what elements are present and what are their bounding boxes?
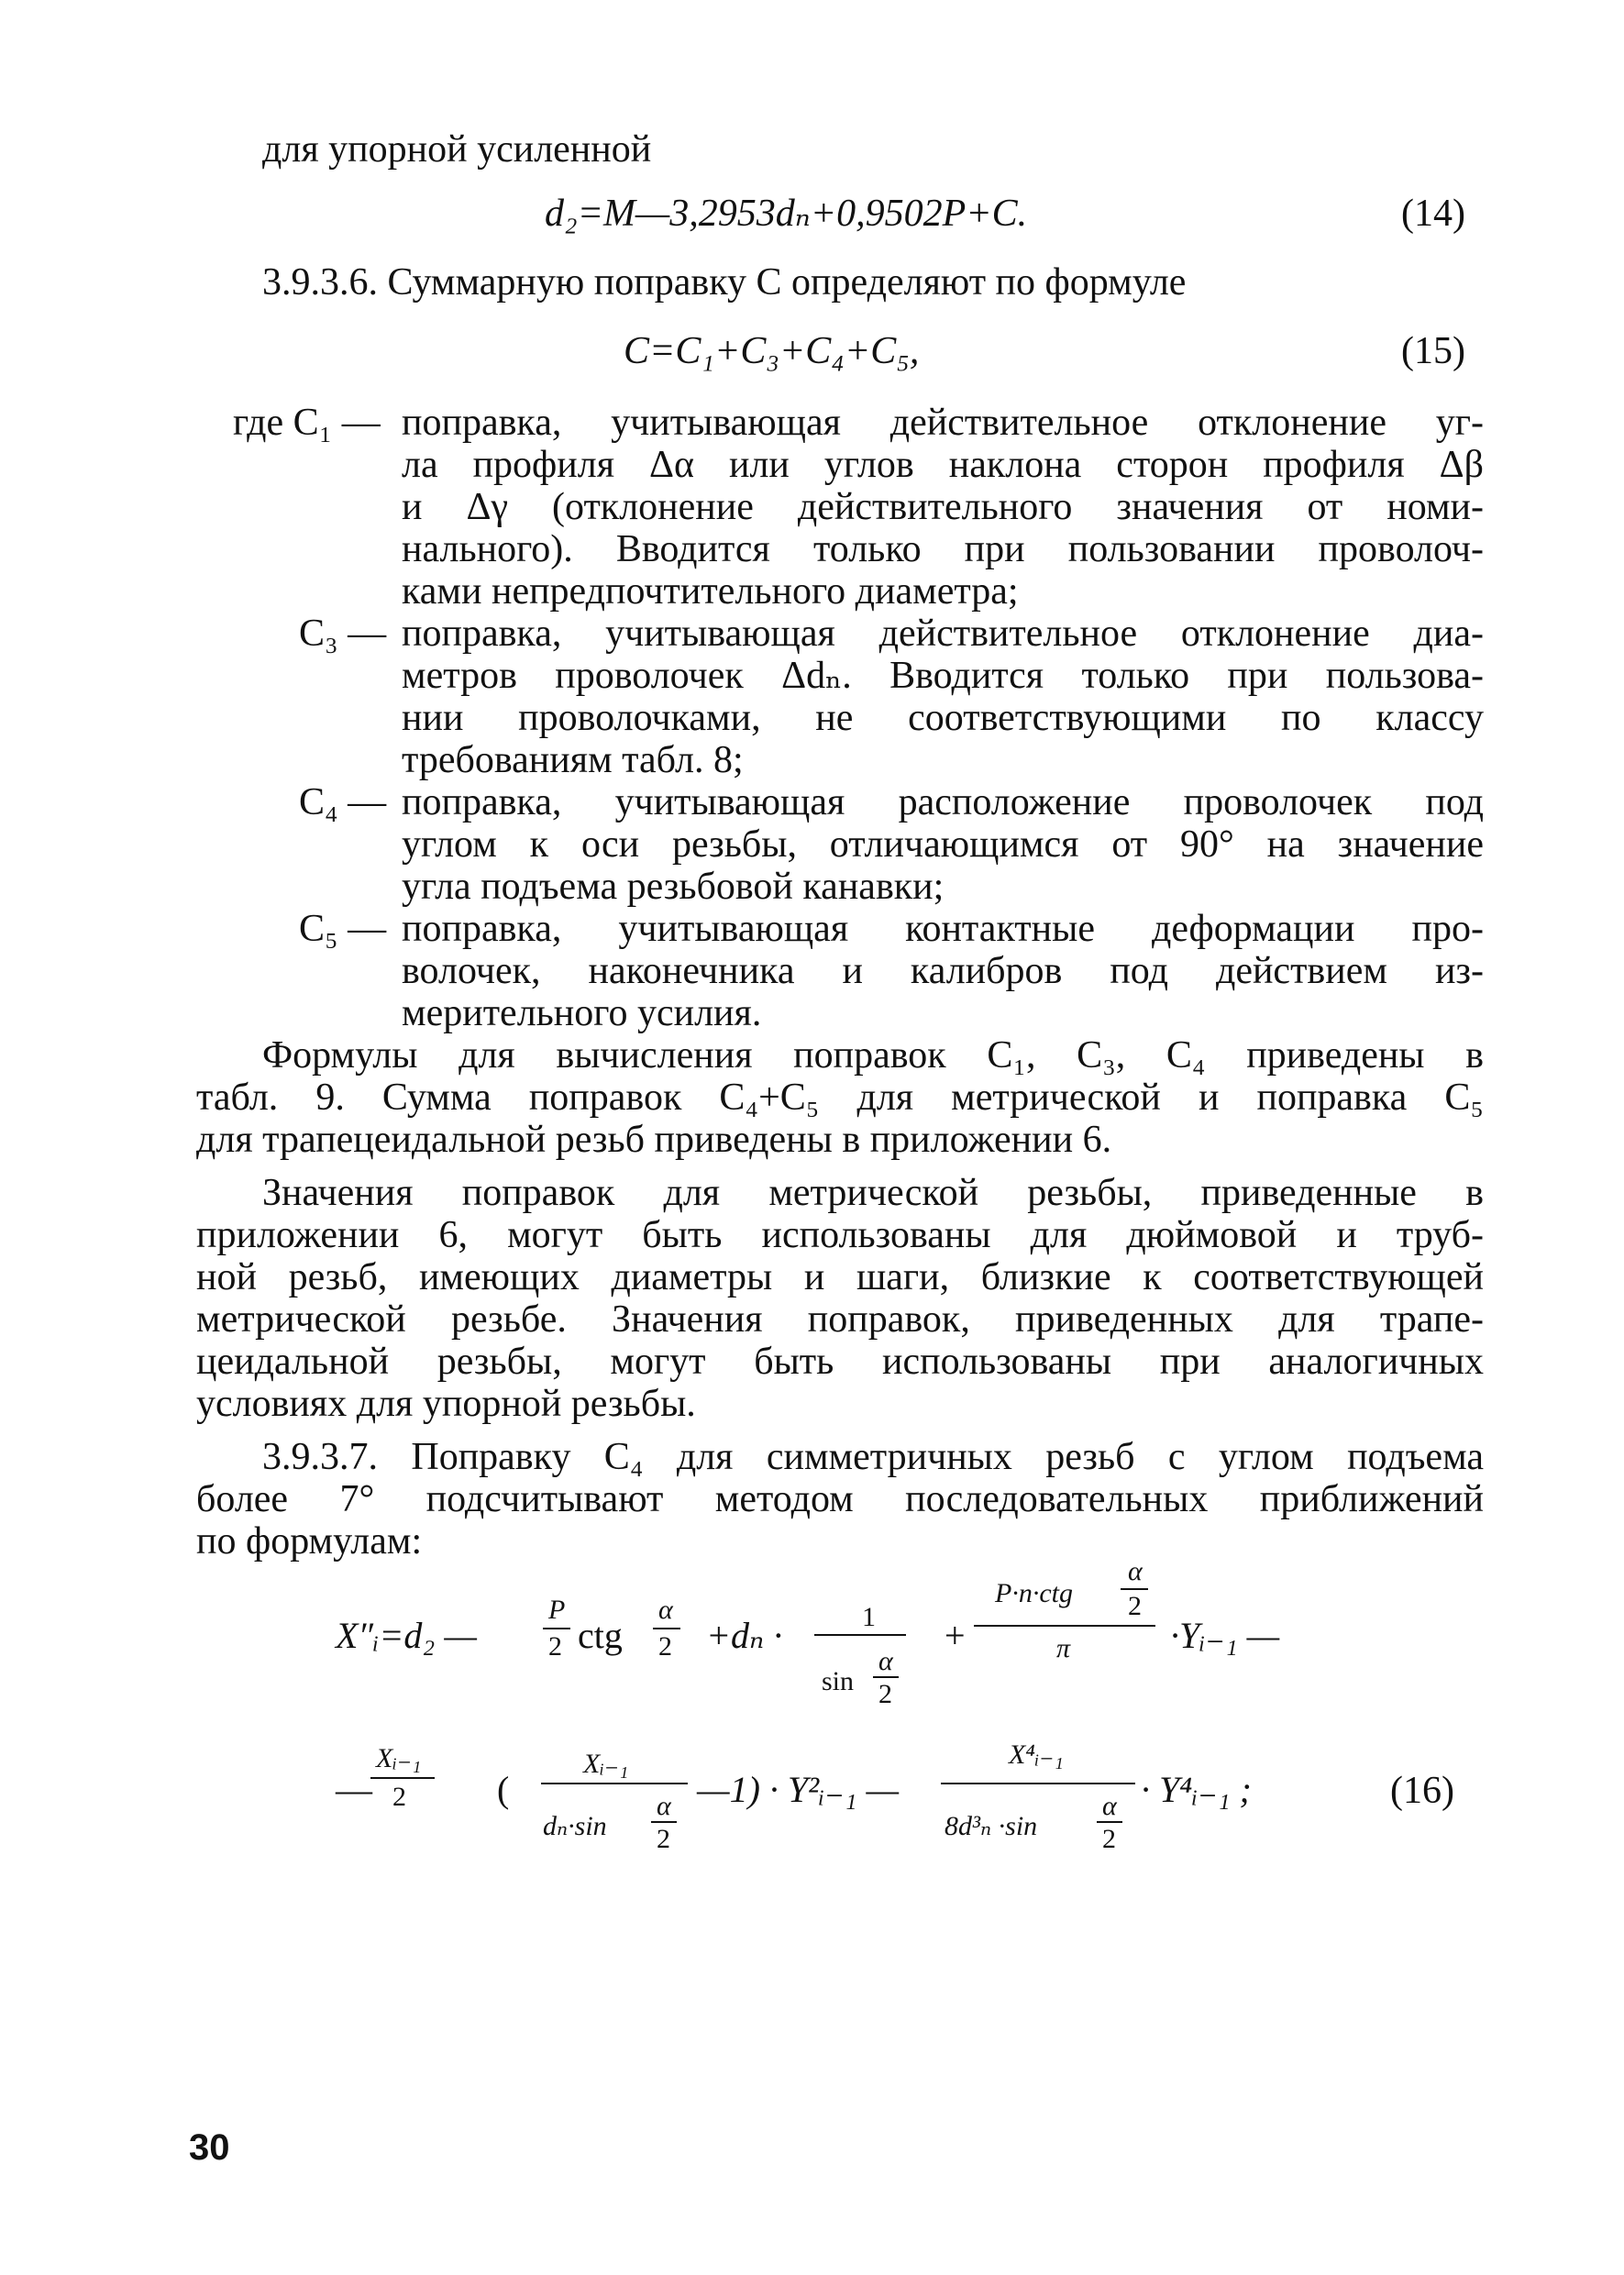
paren-open: ( — [497, 1769, 510, 1810]
def-line: поправка, учитывающая контактные деформации про- — [402, 908, 1484, 950]
frac-num: P — [548, 1595, 566, 1625]
formula-14: d₂=M—3,2953dₙ+0,9502P+C. — [545, 193, 1028, 235]
frac-den: 2 — [658, 1631, 672, 1662]
plus-sign: + — [945, 1615, 966, 1656]
sin-label: sin — [822, 1666, 855, 1696]
frac-den: 2 — [657, 1824, 670, 1854]
frac-num: α — [657, 1791, 671, 1821]
section-3936: 3.9.3.6. Суммарную поправку C определяют по формуле — [262, 261, 1187, 304]
frac-num: 1 — [862, 1602, 876, 1632]
ctg-label: ctg — [578, 1615, 623, 1656]
frac-den: 2 — [548, 1631, 562, 1662]
def-line: волочек, наконечника и калибров под действием из- — [402, 950, 1484, 992]
def-line: нального). Вводится только при пользовании проволоч- — [402, 528, 1484, 570]
formula-16-lhs: X″ᵢ=d₂ — — [336, 1615, 477, 1656]
fraction-bar — [653, 1628, 680, 1629]
fraction-bar — [873, 1676, 899, 1678]
frac-num: Xᵢ₋₁ — [583, 1749, 629, 1779]
fraction-bar — [541, 1783, 688, 1784]
para-line: метрической резьбе. Значения поправок, приведенных для трапе- — [196, 1298, 1484, 1341]
dn-term: +dₙ · — [706, 1615, 783, 1656]
frac-num: Xᵢ₋₁ — [376, 1743, 422, 1773]
para-line: Формулы для вычисления поправок C₁, C₃, C₄ приведены в — [262, 1034, 1484, 1077]
fraction-bar — [543, 1628, 570, 1629]
para-line: для трапецеидальной резьб приведены в приложении 6. — [196, 1119, 1112, 1161]
def-line: поправка, учитывающая расположение проволочек под — [402, 781, 1484, 823]
def-term-c4: C₄ — — [299, 781, 387, 823]
y4-term: · Y⁴ᵢ₋₁ ; — [1141, 1769, 1252, 1810]
para-line: 3.9.3.7. Поправку C₄ для симметричных резьб с углом подъема — [262, 1436, 1484, 1478]
formula-16-number: (16) — [1390, 1770, 1454, 1812]
frac-num: α — [1102, 1791, 1117, 1821]
def-line: мерительного усилия. — [402, 992, 762, 1034]
def-line: поправка, учитывающая действительное отклонение уг- — [402, 402, 1484, 444]
para-line: табл. 9. Сумма поправок C₄+C₅ для метрической и поправка C₅ — [196, 1077, 1484, 1119]
frac-den: 8d³ₙ ·sin — [945, 1811, 1038, 1841]
fraction-bar — [651, 1821, 677, 1823]
frac-num: P·n·ctg — [995, 1578, 1073, 1608]
def-line: ками непредпочтительного диаметра; — [402, 570, 1019, 613]
page-number: 30 — [189, 2127, 230, 2168]
para-line: по формулам: — [196, 1520, 423, 1563]
def-line: требованиям табл. 8; — [402, 739, 744, 781]
frac-num: α — [1128, 1556, 1143, 1586]
para-line: более 7° подсчитывают методом последовательных приближений — [196, 1478, 1484, 1520]
frac-den: 2 — [1128, 1591, 1142, 1621]
def-term-c5: C₅ — — [299, 908, 387, 950]
fraction-bar — [941, 1783, 1135, 1784]
frac-den: dₙ·sin — [543, 1811, 607, 1841]
para-line: цеидальной резьбы, могут быть использованы при аналогичных — [196, 1341, 1484, 1383]
def-line: нии проволочками, не соответствующими по классу — [402, 697, 1484, 739]
frac-den: 2 — [392, 1782, 406, 1812]
para-line: приложении 6, могут быть использованы для дюймовой и труб- — [196, 1214, 1484, 1256]
frac-num: X⁴ᵢ₋₁ — [1009, 1739, 1064, 1770]
formula-15: C=C₁+C₃+C₄+C₅, — [624, 330, 920, 372]
y-term: ·Yᵢ₋₁ — — [1170, 1615, 1280, 1656]
para-line: Значения поправок для метрической резьбы, приведенные в — [262, 1172, 1484, 1214]
para-line: ной резьб, имеющих диаметры и шаги, близкие к соответствующей — [196, 1256, 1484, 1298]
def-line: угла подъема резьбовой канавки; — [402, 866, 945, 908]
formula-15-number: (15) — [1401, 330, 1465, 372]
def-term-c1: где C₁ — — [233, 402, 381, 444]
frac-num: α — [878, 1646, 893, 1676]
formula-14-number: (14) — [1401, 193, 1465, 235]
def-line: и Δγ (отклонение действительного значения от номи- — [402, 486, 1484, 528]
frac-num: α — [658, 1595, 673, 1625]
fraction-bar — [814, 1634, 906, 1636]
fraction-bar — [370, 1777, 435, 1779]
def-term-c3: C₃ — — [299, 613, 387, 655]
para-line: условиях для упорной резьбы. — [196, 1383, 696, 1425]
def-line: поправка, учитывающая действительное отклонение диа- — [402, 613, 1484, 655]
y2-term: —1) · Y²ᵢ₋₁ — — [697, 1769, 900, 1810]
fraction-bar — [974, 1625, 1155, 1627]
minus-sign: — — [336, 1769, 372, 1810]
def-line: ла профиля Δα или углов наклона сторон профиля Δβ — [402, 444, 1484, 486]
frac-den: π — [1056, 1633, 1071, 1663]
frac-den: 2 — [1102, 1824, 1116, 1854]
fraction-bar — [1121, 1588, 1148, 1590]
def-line: метров проволочек Δdₙ. Вводится только при пользова- — [402, 655, 1484, 697]
fraction-bar — [1097, 1821, 1122, 1823]
frac-den: 2 — [878, 1679, 892, 1709]
intro-line: для упорной усиленной — [262, 128, 652, 171]
def-line: углом к оси резьбы, отличающимся от 90° на значение — [402, 823, 1484, 866]
